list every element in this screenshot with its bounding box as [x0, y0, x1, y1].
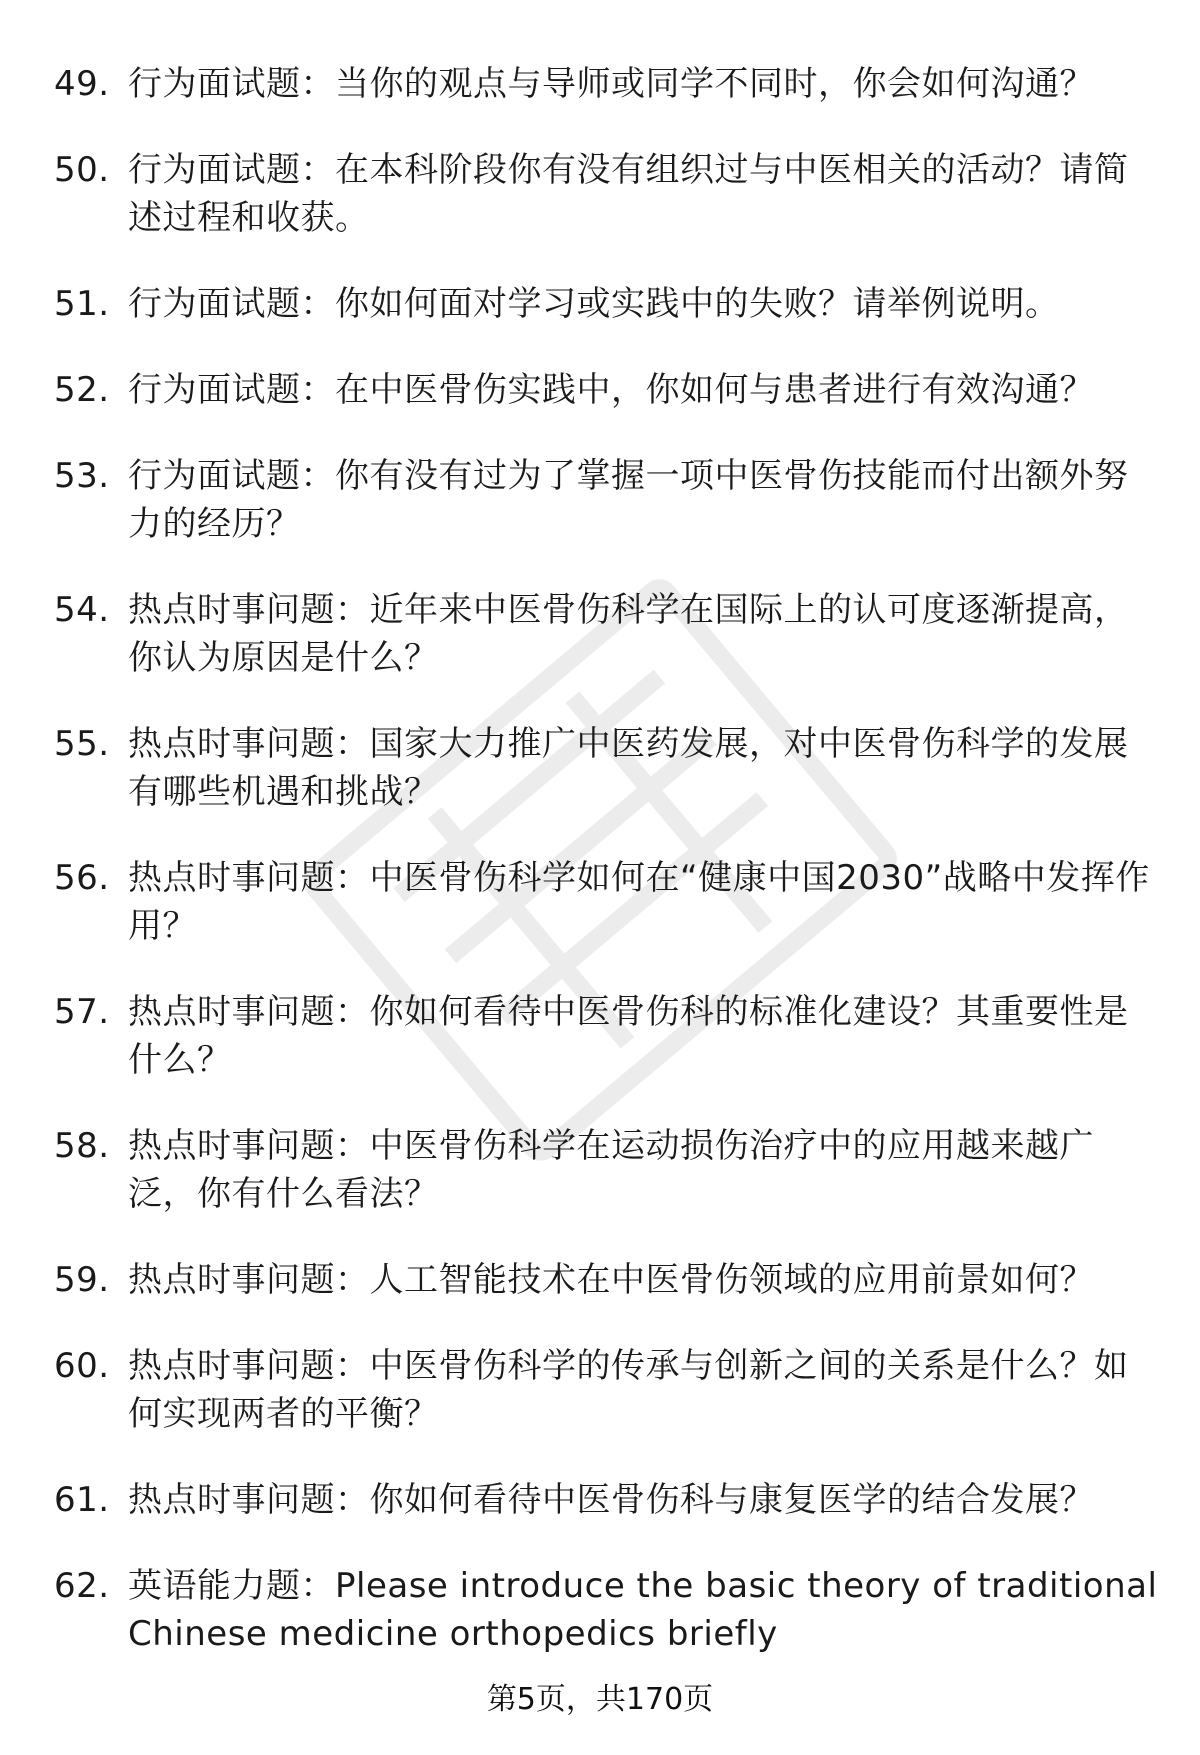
question-item — [0, 452, 1200, 548]
question-number: 51. — [54, 284, 110, 324]
question-item — [0, 1122, 1200, 1218]
question-number: 56. — [54, 858, 110, 898]
question-number: 55. — [54, 724, 110, 764]
question-text: 行为面试题：在中医骨伤实践中，你如何与患者进行有效沟通？ — [128, 370, 1094, 410]
question-text: 行为面试题：你如何面对学习或实践中的失败？请举例说明。 — [128, 284, 1060, 324]
question-item — [0, 720, 1200, 816]
question-item — [0, 586, 1200, 682]
question-number: 53. — [54, 456, 110, 496]
question-text: 行为面试题：你有没有过为了掌握一项中医骨伤技能而付出额外努力的经历？ — [128, 456, 1129, 544]
question-item — [0, 60, 1200, 108]
question-item — [0, 1342, 1200, 1438]
question-item — [0, 1562, 1200, 1658]
question-number: 49. — [54, 64, 110, 104]
question-text: 热点时事问题：人工智能技术在中医骨伤领域的应用前景如何？ — [128, 1260, 1094, 1300]
question-item — [0, 1476, 1200, 1524]
question-text: 热点时事问题：你如何看待中医骨伤科与康复医学的结合发展？ — [128, 1480, 1094, 1520]
question-item — [0, 280, 1200, 328]
question-text: 英语能力题：Please introduce the basic theory of traditional Chinese medicine orthopedics briefly — [128, 1566, 1158, 1654]
question-text: 热点时事问题：中医骨伤科学如何在“健康中国2030”战略中发挥作用？ — [128, 858, 1150, 946]
question-number: 52. — [54, 370, 110, 410]
question-number: 58. — [54, 1126, 110, 1166]
question-number: 61. — [54, 1480, 110, 1520]
question-item — [0, 366, 1200, 414]
question-number: 59. — [54, 1260, 110, 1300]
question-item — [0, 1256, 1200, 1304]
question-text: 热点时事问题：近年来中医骨伤科学在国际上的认可度逐渐提高，你认为原因是什么？ — [128, 590, 1129, 678]
page-footer: 第5页，共170页 — [486, 1682, 714, 1717]
question-item — [0, 854, 1200, 950]
question-list — [0, 60, 1200, 1696]
question-text: 行为面试题：在本科阶段你有没有组织过与中医相关的活动？请简述过程和收获。 — [128, 150, 1129, 238]
question-number: 60. — [54, 1346, 110, 1386]
question-item — [0, 988, 1200, 1084]
question-item — [0, 146, 1200, 242]
question-text: 行为面试题：当你的观点与导师或同学不同时，你会如何沟通？ — [128, 64, 1094, 104]
question-text: 热点时事问题：中医骨伤科学在运动损伤治疗中的应用越来越广泛，你有什么看法？ — [128, 1126, 1094, 1214]
question-text: 热点时事问题：国家大力推广中医药发展，对中医骨伤科学的发展有哪些机遇和挑战？ — [128, 724, 1129, 812]
question-number: 50. — [54, 150, 110, 190]
question-number: 54. — [54, 590, 110, 630]
question-number: 57. — [54, 992, 110, 1032]
question-text: 热点时事问题：你如何看待中医骨伤科的标准化建设？其重要性是什么？ — [128, 992, 1129, 1080]
question-text: 热点时事问题：中医骨伤科学的传承与创新之间的关系是什么？如何实现两者的平衡？ — [128, 1346, 1129, 1434]
question-number: 62. — [54, 1566, 110, 1606]
